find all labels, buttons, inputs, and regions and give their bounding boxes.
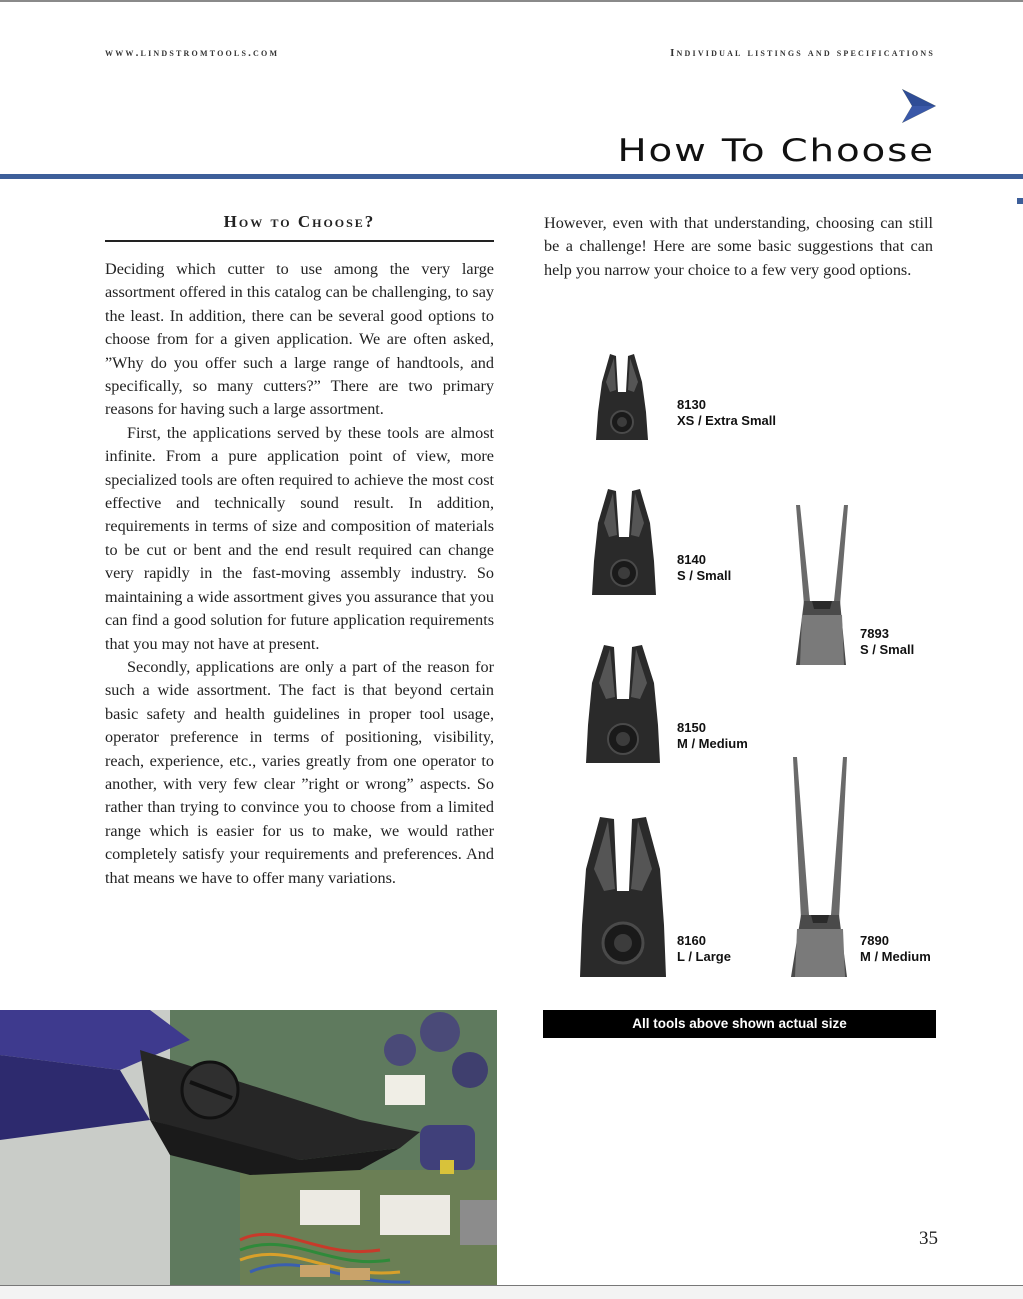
body-text — [105, 258, 494, 890]
cutter-8160-image — [580, 815, 666, 977]
top-rule — [0, 0, 1023, 2]
circuit-board-photo — [0, 1010, 497, 1285]
paragraph: Secondly, applications are only a part of the reason for such a wide assortment. The fact is that beyond certain basic safety and health guidelines in proper tool usage, operator preference in terms of positioning, visibility, reach, experience, etc., varies greatly from one operator to another, with very few clear ”right or wrong” aspects. So rather than trying to convince you to choose from a limited range which is easier for us to make, we would rather completely satisfy your requirements and preferences. And that means we have to offer many variations. — [105, 657, 494, 887]
tool-model: 7890 — [860, 933, 889, 948]
title-rule — [0, 174, 1023, 179]
paragraph: Deciding which cutter to use among the very large assortment offered in this catalog can be challenging, to say the least. In addition, there can be several good options to choose from for a given application. We are often asked, ”Why do you offer such a large range of handtools, and specifically, so many cutters?” There are two primary reasons for having such a large assortment. — [105, 260, 494, 419]
tool-size: M / Medium — [860, 949, 931, 964]
page-title: How To Choose — [617, 133, 935, 169]
pliers-7893-image — [792, 505, 852, 665]
cutter-8150-image — [586, 643, 660, 763]
tool-size: L / Large — [677, 949, 731, 964]
page-number: 35 — [919, 1228, 938, 1249]
header-section: Individual listings and specifications — [670, 47, 935, 59]
tool-label-7893 — [860, 626, 914, 658]
tool-label-8130 — [677, 397, 776, 429]
section-heading: How to Choose? — [223, 212, 376, 231]
tool-model: 7893 — [860, 626, 889, 641]
tool-label-8140 — [677, 552, 731, 584]
tool-size: M / Medium — [677, 736, 748, 751]
paragraph: First, the applications served by these tools are almost infinite. From a pure application point of view, more specialized tools are often required to achieve the most cost effective and technically sound result. In addition, requirements in terms of size and composition of materials to be cut or bent and the end result required can change very rapidly in the fast-moving assembly industry. So maintaining a wide assortment gives you assurance that you can find a good solution for future application requirements that you may not have at present. — [105, 423, 494, 653]
tool-size: S / Small — [677, 568, 732, 583]
bottom-strip — [0, 1286, 1023, 1299]
caption-bar: All tools above shown actual size — [543, 1010, 936, 1038]
tool-model: 8140 — [677, 552, 706, 567]
pliers-7890-image — [787, 757, 853, 977]
edge-marker — [1017, 198, 1023, 204]
intro-text: However, even with that understanding, choosing can still be a challenge! Here are some basic suggestions that can help you narrow your choice to a few very good options. — [544, 214, 933, 279]
tool-model: 8130 — [677, 397, 706, 412]
tool-size: XS / Extra Small — [677, 413, 776, 428]
tool-label-7890 — [860, 933, 931, 965]
tool-label-8160 — [677, 933, 731, 965]
tool-model: 8160 — [677, 933, 706, 948]
tool-size: S / Small — [860, 642, 915, 657]
header-website: www.lindstromtools.com — [105, 47, 280, 59]
heading-rule — [105, 240, 494, 242]
tool-label-8150 — [677, 720, 748, 752]
arrow-logo-icon — [900, 87, 936, 125]
cutter-8130-image — [596, 352, 648, 440]
tool-model: 8150 — [677, 720, 706, 735]
cutter-8140-image — [592, 487, 656, 595]
